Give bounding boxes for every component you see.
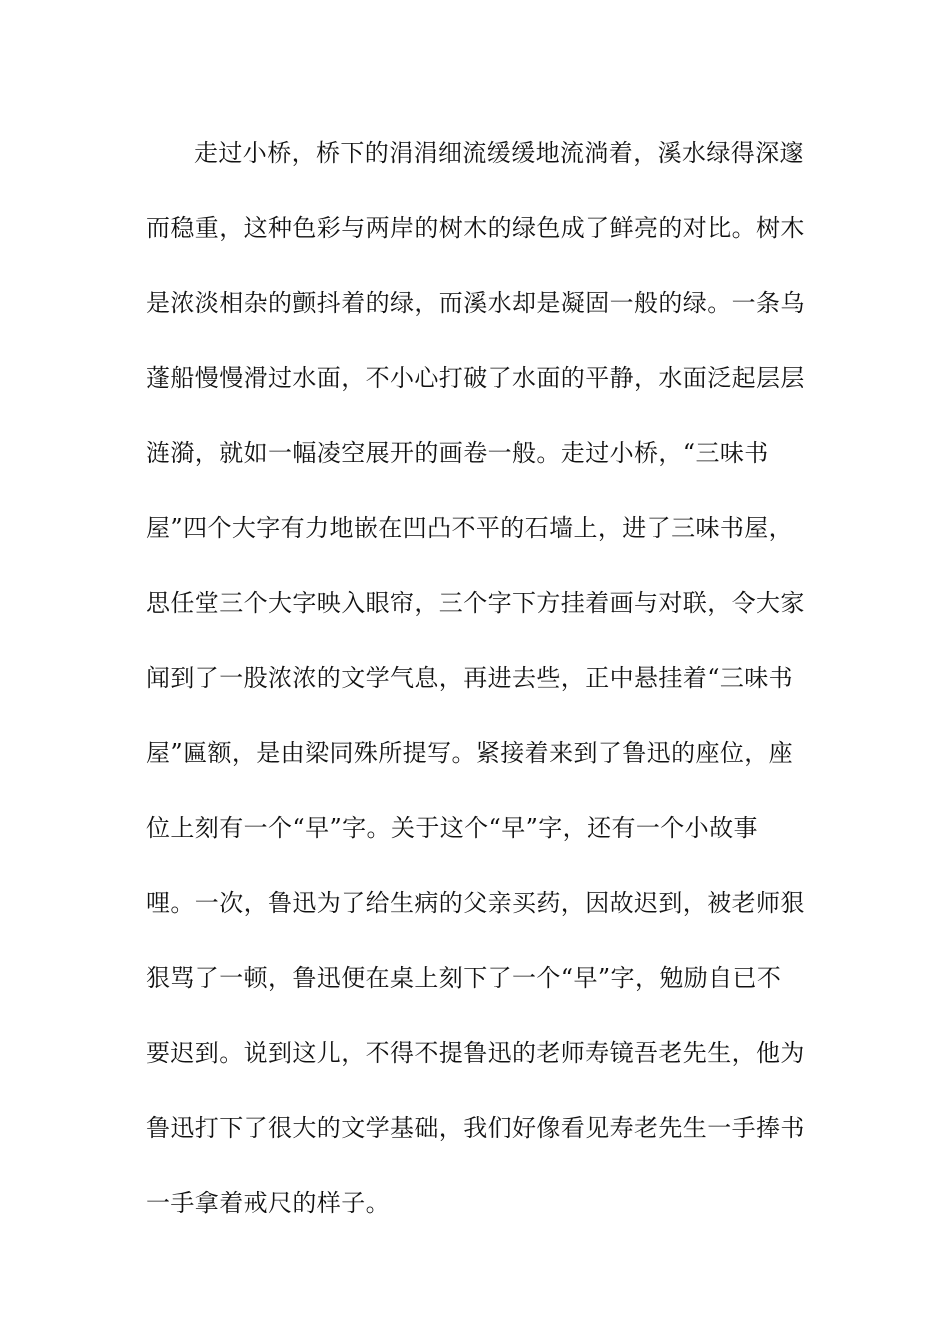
text-line-6: 屋”四个大字有力地嵌在凹凸不平的石墙上，进了三味书屋， xyxy=(146,514,794,542)
text-line-3: 是浓淡相杂的颤抖着的绿，而溪水却是凝固一般的绿。一条乌 xyxy=(146,289,805,317)
text-line-5: 涟漪，就如一幅凌空展开的画卷一般。走过小桥，“三味书 xyxy=(146,439,769,467)
text-line-7: 思任堂三个大字映入眼帘，三个字下方挂着画与对联，令大家 xyxy=(146,589,805,617)
text-line-13: 要迟到。说到这儿，不得不提鲁迅的老师寿镜吾老先生，他为 xyxy=(146,1039,805,1067)
text-line-4: 蓬船慢慢滑过水面，不小心打破了水面的平静，水面泛起层层 xyxy=(146,364,805,392)
text-line-1: 走过小桥，桥下的涓涓细流缓缓地流淌着，溪水绿得深邃 xyxy=(194,139,804,167)
paragraph xyxy=(146,133,806,1258)
text-line-10: 位上刻有一个“早”字。关于这个“早”字，还有一个小故事 xyxy=(146,814,758,842)
text-line-8: 闻到了一股浓浓的文学气息，再进去些，正中悬挂着“三味书 xyxy=(146,664,794,692)
text-line-9: 屋”匾额，是由梁同殊所提写。紧接着来到了鲁迅的座位，座 xyxy=(146,739,794,767)
text-line-12: 狠骂了一顿，鲁迅便在桌上刻下了一个“早”字，勉励自已不 xyxy=(146,964,782,992)
text-line-2: 而稳重，这种色彩与两岸的树木的绿色成了鲜亮的对比。树木 xyxy=(146,214,805,242)
text-line-11: 哩。一次，鲁迅为了给生病的父亲买药，因故迟到，被老师狠 xyxy=(146,889,805,917)
text-line-15: 一手拿着戒尺的样子。 xyxy=(146,1189,390,1217)
text-line-14: 鲁迅打下了很大的文学基础，我们好像看见寿老先生一手捧书 xyxy=(146,1114,805,1142)
